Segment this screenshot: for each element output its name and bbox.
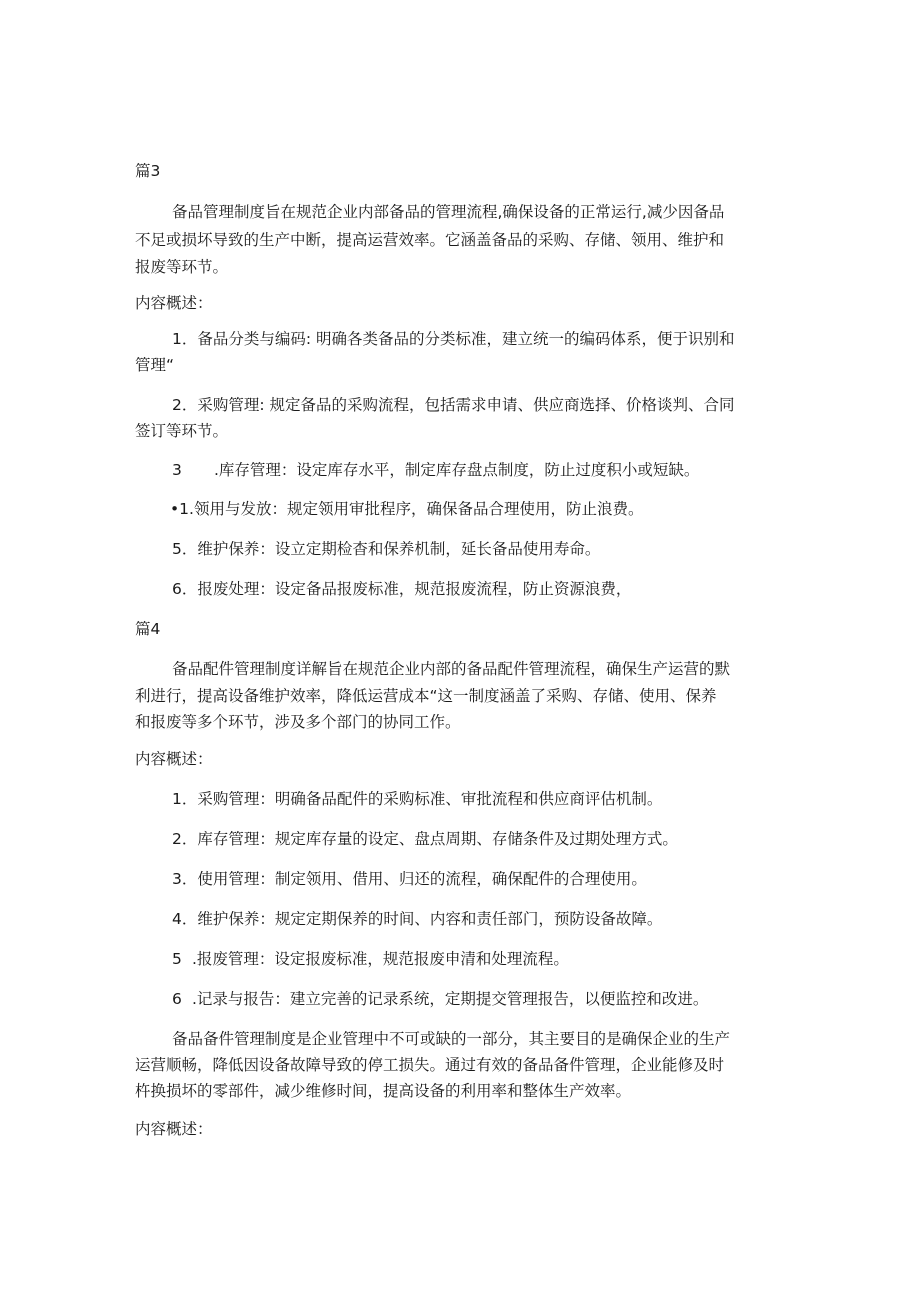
- section3-item-3: [172, 459, 699, 481]
- section4-closing-line-2: 运营顺畅，降低因设备故障导致的停工损失。通过有效的备品备件管理，企业能修及时: [135, 1056, 725, 1074]
- section3-item-2-cont: 签订等环节。: [135, 422, 229, 440]
- item-number: 1: [172, 790, 182, 808]
- section3-item-1: [172, 328, 735, 350]
- section3-item-6: [172, 578, 631, 600]
- section3-item-4: [170, 498, 643, 520]
- section4-item-4: [172, 908, 662, 930]
- item-text: ．采购管理：明确备品配件的采购标准、审批流程和供应商评估机制。: [181, 790, 663, 808]
- item-number: 2: [172, 830, 182, 848]
- section4-item-1: [172, 788, 662, 810]
- item-text: .报废管理：设定报废标准，规范报废申清和处理流程。: [192, 950, 569, 968]
- item-number: 6: [172, 580, 182, 598]
- section4-closing-line-1: 备品备件管理制度是企业管理中不可或缺的一部分，其主要目的是确保企业的生产: [172, 1030, 731, 1048]
- section4-intro-line-3: 和报废等多个环节，涉及多个部门的协同工作。: [135, 713, 461, 731]
- item-number: 2: [172, 396, 182, 414]
- item-text: .记录与报告：建立完善的记录系统，定期提交管理报告，以便监控和改进。: [192, 990, 709, 1008]
- section3-item-1-cont: 管理“: [135, 356, 175, 374]
- section4-item-2: [172, 828, 678, 850]
- item-number: 3: [172, 461, 182, 479]
- item-text: .领用与发放：规定领用审批程序，确保备品合理使用，防止浪费。: [189, 500, 644, 518]
- item-text: ．使用管理：制定领用、借用、归还的流程，确保配件的合理使用。: [181, 870, 647, 888]
- section3-item-2: [172, 394, 735, 416]
- section3-intro-line-2: 不足或损坏导致的生产中断，提高运营效率。它涵盖备品的采购、存储、领用、维护和: [135, 231, 725, 249]
- section3-intro-line-3: 报废等环节。: [135, 258, 229, 276]
- item-number: 5: [172, 540, 182, 558]
- section4-item-3: [172, 868, 647, 890]
- section4-intro-line-2: 利进行，提高设备维护效率，降低运营成本“这一制度涵盖了采购、存储、使用、保养: [135, 687, 717, 705]
- item-number: 4: [172, 910, 182, 928]
- section3-heading: 篇3: [135, 162, 161, 180]
- section3-intro-line-1: 备品管理制度旨在规范企业内部备品的管理流程,确保设备的正常运行,减少因备品: [172, 203, 725, 221]
- section4-item-5: [172, 948, 569, 970]
- section4-overview-label: 内容概述：: [135, 750, 213, 768]
- section3-overview-label: 内容概述：: [135, 294, 213, 312]
- item-number: •1: [170, 500, 190, 518]
- section4-intro-line-1: 备品配件管理制度详解旨在规范企业内部的备品配件管理流程，确保生产运营的默: [172, 660, 731, 678]
- item-text: ．库存管理：规定库存量的设定、盘点周期、存储条件及过期处理方式。: [181, 830, 678, 848]
- section4-closing-line-3: 杵换损坏的零部件，减少维修时间，提高设备的利用率和整体生产效率。: [135, 1082, 632, 1100]
- item-number: 1: [172, 330, 182, 348]
- section3-item-5: [172, 538, 600, 560]
- item-number: 3: [172, 870, 182, 888]
- section4-heading: 篇4: [135, 620, 161, 638]
- item-number: 6: [172, 990, 182, 1008]
- item-text: ．维护保养：规定定期保养的时间、内容和责任部门，预防设备故障。: [181, 910, 663, 928]
- section4-overview-label-2: 内容概述：: [135, 1120, 213, 1138]
- section4-item-6: [172, 988, 708, 1010]
- item-text: ．维护保养：设立定期检杳和保养机制，延长备品使用寿命。: [181, 540, 601, 558]
- item-text: ．备品分类与编码: 明确各类备品的分类标准，建立统一的编码体系，便于识别和: [181, 330, 735, 348]
- item-number: 5: [172, 950, 182, 968]
- item-text: .库存管理：设定库存水平，制定库存盘点制度，防止过度积小或短缺。: [214, 461, 700, 479]
- item-text: ．采购管理: 规定备品的采购流程，包括需求申请、供应商选择、价格谈判、合同: [181, 396, 735, 414]
- item-text: ．报废处理：设定备品报废标准，规范报废流程，防止资源浪费，: [181, 580, 632, 598]
